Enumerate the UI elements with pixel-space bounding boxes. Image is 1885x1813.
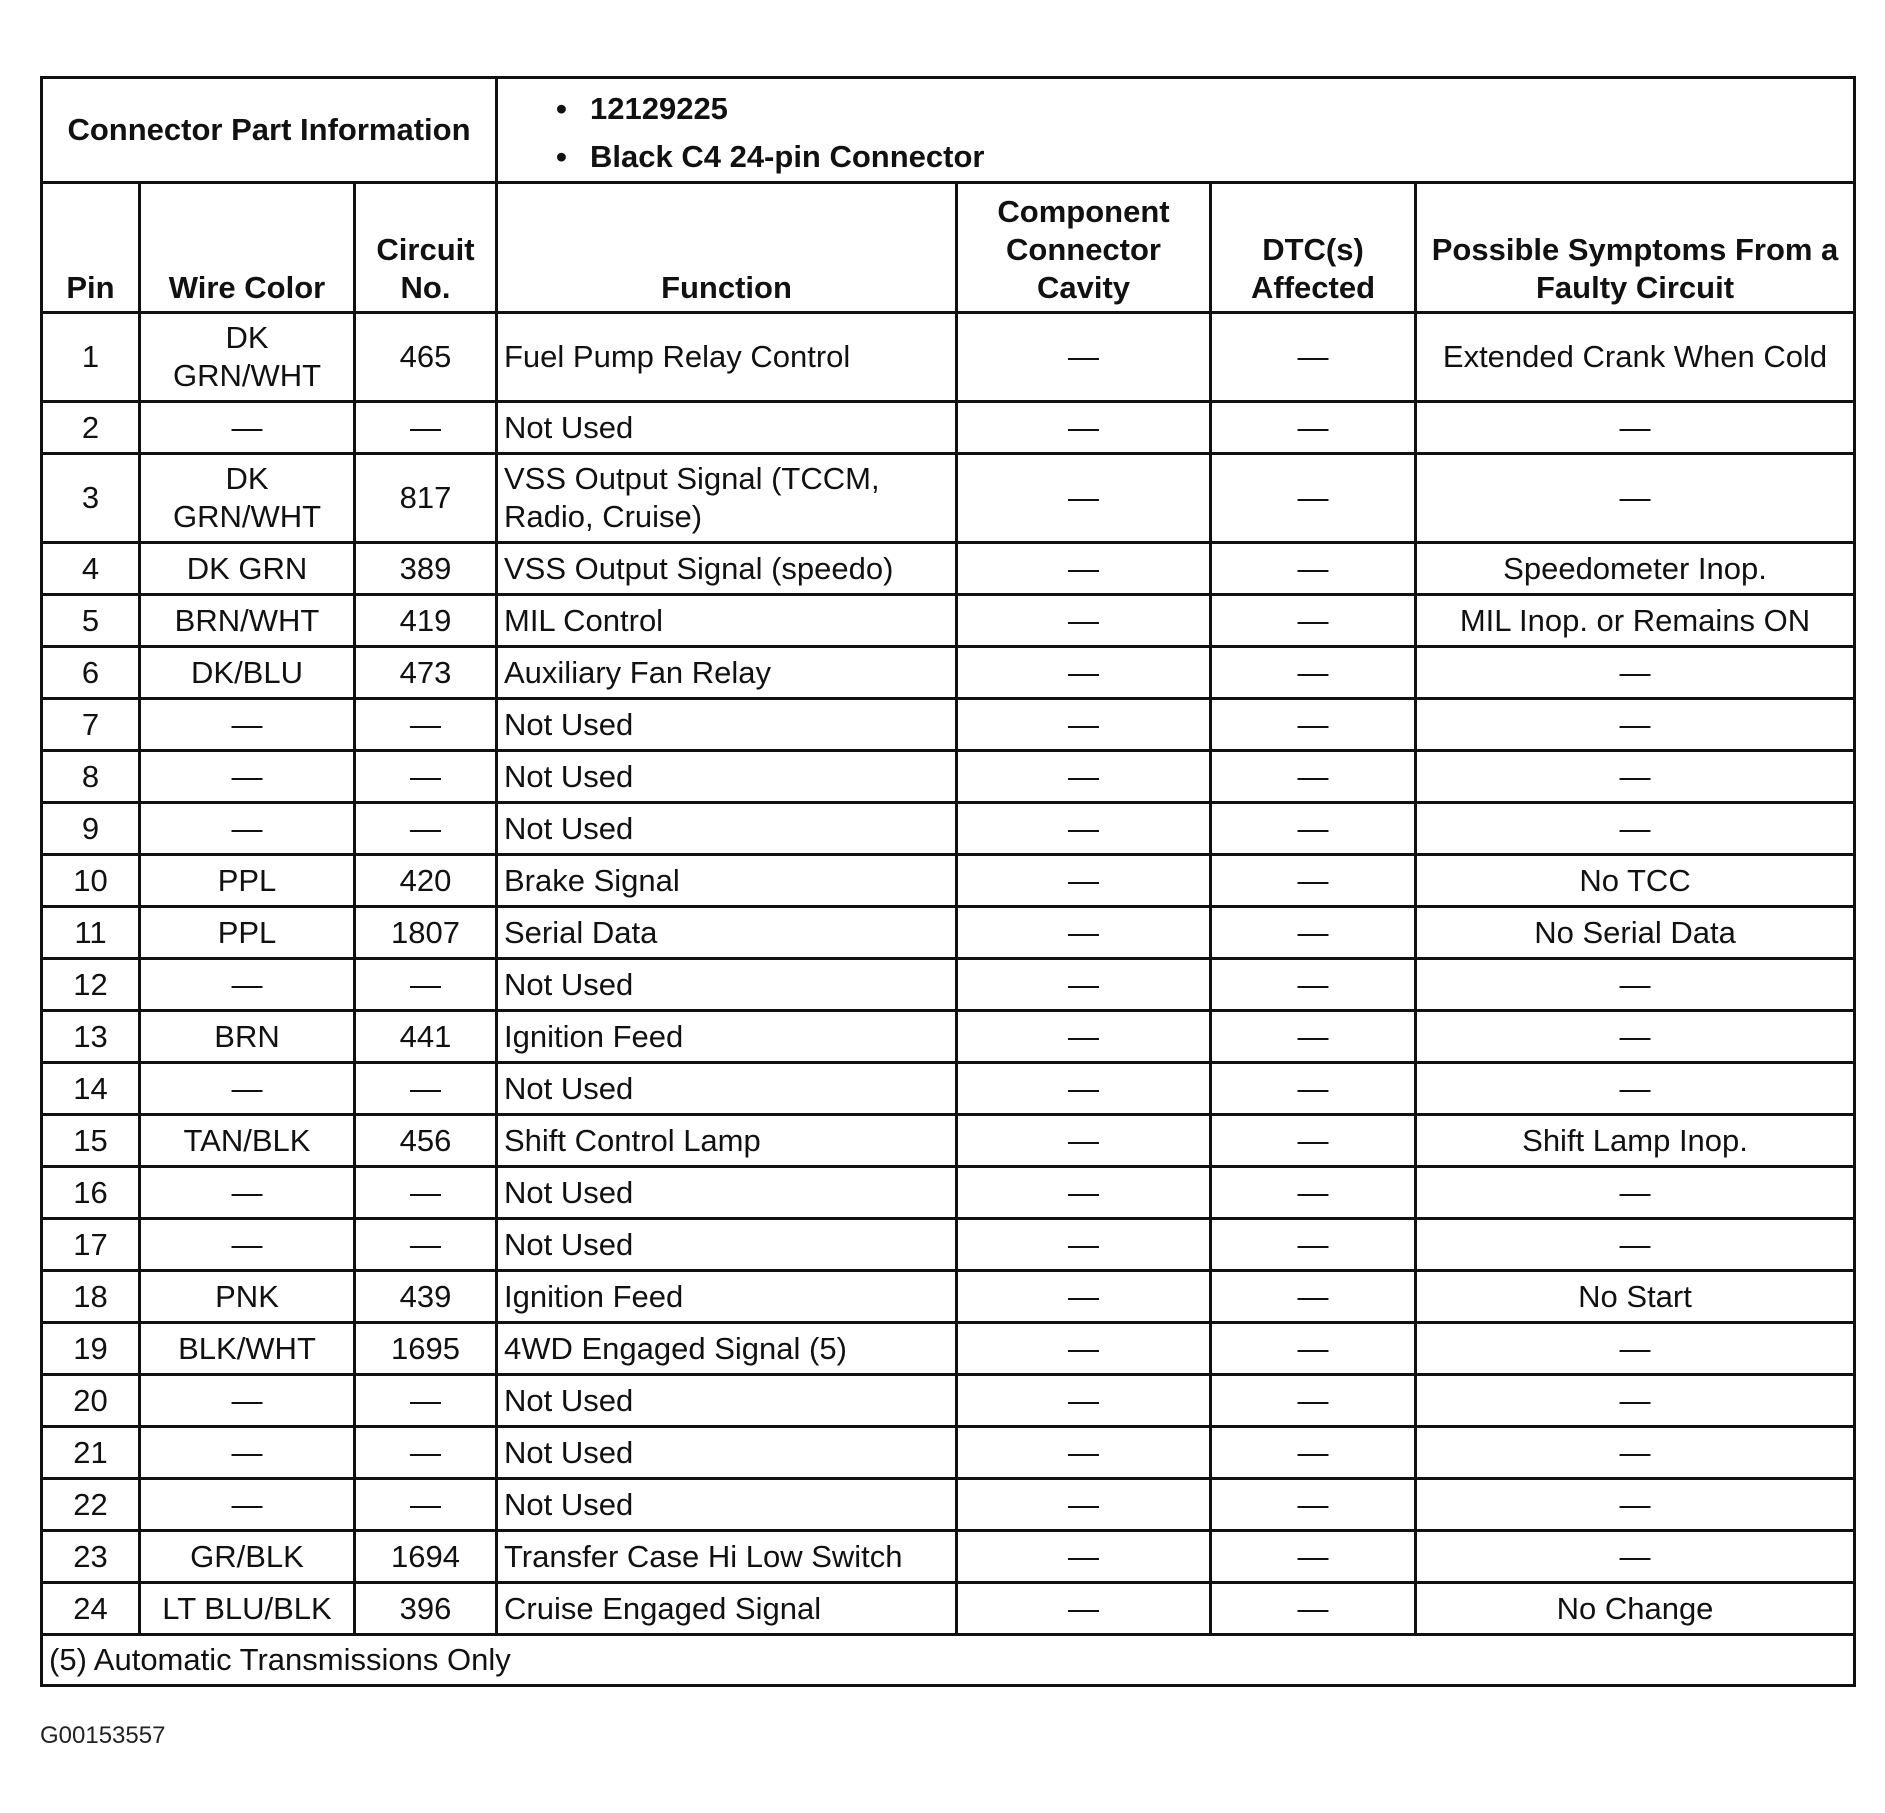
cell-function: Not Used [497, 751, 957, 803]
cell-function: Brake Signal [497, 855, 957, 907]
cell-wire-color: — [140, 1479, 355, 1531]
cell-dtc: — [1211, 454, 1416, 543]
figure-reference: G00153557 [40, 1722, 166, 1749]
cell-circuit: 1694 [355, 1531, 497, 1583]
cell-symptom: Shift Lamp Inop. [1416, 1115, 1855, 1167]
connector-table-sheet [40, 76, 1853, 1687]
cell-function: Not Used [497, 1167, 957, 1219]
cell-pin: 8 [42, 751, 140, 803]
cell-dtc: — [1211, 595, 1416, 647]
cell-function: Not Used [497, 1427, 957, 1479]
header-row [42, 183, 1855, 313]
cell-wire-color: — [140, 1219, 355, 1271]
cell-function: Not Used [497, 803, 957, 855]
cell-function: Not Used [497, 699, 957, 751]
cell-function: Shift Control Lamp [497, 1115, 957, 1167]
cell-pin: 10 [42, 855, 140, 907]
cell-pin: 13 [42, 1011, 140, 1063]
cell-dtc: — [1211, 313, 1416, 402]
cell-function: Not Used [497, 959, 957, 1011]
table-row [42, 699, 1855, 751]
cell-symptom: — [1416, 1063, 1855, 1115]
cell-circuit: 456 [355, 1115, 497, 1167]
connector-info-list [497, 78, 1855, 183]
cell-circuit: — [355, 699, 497, 751]
cell-pin: 20 [42, 1375, 140, 1427]
cell-wire-color: — [140, 1375, 355, 1427]
cell-dtc: — [1211, 855, 1416, 907]
cell-cavity: — [957, 595, 1211, 647]
header-cavity: Component Connector Cavity [957, 183, 1211, 313]
cell-pin: 9 [42, 803, 140, 855]
cell-dtc: — [1211, 1115, 1416, 1167]
cell-dtc: — [1211, 1479, 1416, 1531]
cell-circuit: 817 [355, 454, 497, 543]
connector-info-label: Connector Part Information [42, 78, 497, 183]
cell-pin: 7 [42, 699, 140, 751]
cell-circuit: — [355, 751, 497, 803]
cell-function: 4WD Engaged Signal (5) [497, 1323, 957, 1375]
table-row [42, 454, 1855, 543]
cell-cavity: — [957, 1063, 1211, 1115]
cell-symptom: — [1416, 1375, 1855, 1427]
table-row [42, 1115, 1855, 1167]
cell-pin: 24 [42, 1583, 140, 1635]
cell-function: Not Used [497, 1375, 957, 1427]
cell-function: Cruise Engaged Signal [497, 1583, 957, 1635]
cell-cavity: — [957, 313, 1211, 402]
cell-circuit: 441 [355, 1011, 497, 1063]
cell-wire-color: — [140, 1167, 355, 1219]
cell-pin: 11 [42, 907, 140, 959]
table-row [42, 803, 1855, 855]
cell-circuit: — [355, 1063, 497, 1115]
table-row [42, 959, 1855, 1011]
cell-symptom: — [1416, 1323, 1855, 1375]
cell-pin: 15 [42, 1115, 140, 1167]
cell-cavity: — [957, 1219, 1211, 1271]
connector-info-item: • Black C4 24-pin Connector [556, 139, 985, 174]
cell-circuit: — [355, 959, 497, 1011]
cell-wire-color: — [140, 402, 355, 454]
cell-pin: 3 [42, 454, 140, 543]
cell-symptom: No Change [1416, 1583, 1855, 1635]
cell-circuit: 419 [355, 595, 497, 647]
cell-wire-color: — [140, 751, 355, 803]
cell-cavity: — [957, 751, 1211, 803]
cell-symptom: — [1416, 1479, 1855, 1531]
connector-info-row [42, 78, 1855, 183]
cell-cavity: — [957, 454, 1211, 543]
table-row [42, 907, 1855, 959]
cell-function: Not Used [497, 1063, 957, 1115]
cell-symptom: — [1416, 751, 1855, 803]
cell-dtc: — [1211, 1167, 1416, 1219]
cell-dtc: — [1211, 1323, 1416, 1375]
cell-function: Not Used [497, 402, 957, 454]
cell-circuit: — [355, 1167, 497, 1219]
cell-cavity: — [957, 647, 1211, 699]
footnote: (5) Automatic Transmissions Only [42, 1635, 1855, 1686]
cell-cavity: — [957, 959, 1211, 1011]
cell-pin: 2 [42, 402, 140, 454]
cell-dtc: — [1211, 402, 1416, 454]
table-row [42, 1011, 1855, 1063]
connector-pinout-table [40, 76, 1856, 1687]
cell-wire-color: PNK [140, 1271, 355, 1323]
cell-dtc: — [1211, 543, 1416, 595]
table-row [42, 1479, 1855, 1531]
cell-wire-color: — [140, 1063, 355, 1115]
cell-symptom: — [1416, 1427, 1855, 1479]
cell-pin: 22 [42, 1479, 140, 1531]
header-symptoms: Possible Symptoms From a Faulty Circuit [1416, 183, 1855, 313]
cell-symptom: — [1416, 803, 1855, 855]
cell-cavity: — [957, 1323, 1211, 1375]
cell-dtc: — [1211, 959, 1416, 1011]
cell-cavity: — [957, 1479, 1211, 1531]
cell-dtc: — [1211, 1271, 1416, 1323]
header-circuit: Circuit No. [355, 183, 497, 313]
cell-function: Auxiliary Fan Relay [497, 647, 957, 699]
cell-symptom: — [1416, 959, 1855, 1011]
table-row [42, 1427, 1855, 1479]
footnote-row [42, 1635, 1855, 1686]
cell-cavity: — [957, 699, 1211, 751]
cell-function: MIL Control [497, 595, 957, 647]
cell-function: VSS Output Signal (TCCM, Radio, Cruise) [497, 454, 957, 543]
connector-info-item: • 12129225 [556, 91, 728, 126]
cell-pin: 1 [42, 313, 140, 402]
table-row [42, 1583, 1855, 1635]
cell-cavity: — [957, 1531, 1211, 1583]
cell-circuit: — [355, 1479, 497, 1531]
cell-cavity: — [957, 1115, 1211, 1167]
cell-pin: 21 [42, 1427, 140, 1479]
table-row [42, 855, 1855, 907]
cell-function: Not Used [497, 1479, 957, 1531]
table-row [42, 313, 1855, 402]
table-row [42, 647, 1855, 699]
cell-symptom: MIL Inop. or Remains ON [1416, 595, 1855, 647]
cell-wire-color: PPL [140, 907, 355, 959]
cell-pin: 23 [42, 1531, 140, 1583]
cell-dtc: — [1211, 1375, 1416, 1427]
cell-symptom: — [1416, 1011, 1855, 1063]
cell-pin: 6 [42, 647, 140, 699]
cell-symptom: No Start [1416, 1271, 1855, 1323]
cell-dtc: — [1211, 1531, 1416, 1583]
cell-dtc: — [1211, 1219, 1416, 1271]
cell-function: Not Used [497, 1219, 957, 1271]
cell-function: Ignition Feed [497, 1271, 957, 1323]
cell-wire-color: BRN/WHT [140, 595, 355, 647]
cell-function: Serial Data [497, 907, 957, 959]
cell-wire-color: BLK/WHT [140, 1323, 355, 1375]
cell-circuit: 465 [355, 313, 497, 402]
cell-wire-color: GR/BLK [140, 1531, 355, 1583]
header-wire-color: Wire Color [140, 183, 355, 313]
cell-circuit: — [355, 1427, 497, 1479]
table-row [42, 402, 1855, 454]
header-function: Function [497, 183, 957, 313]
cell-cavity: — [957, 1375, 1211, 1427]
cell-circuit: 420 [355, 855, 497, 907]
cell-circuit: 1807 [355, 907, 497, 959]
cell-symptom: — [1416, 699, 1855, 751]
cell-symptom: — [1416, 1219, 1855, 1271]
table-row [42, 751, 1855, 803]
table-row [42, 1271, 1855, 1323]
cell-symptom: No Serial Data [1416, 907, 1855, 959]
cell-cavity: — [957, 855, 1211, 907]
cell-wire-color: — [140, 699, 355, 751]
cell-circuit: 473 [355, 647, 497, 699]
cell-cavity: — [957, 1427, 1211, 1479]
header-pin: Pin [42, 183, 140, 313]
cell-wire-color: TAN/BLK [140, 1115, 355, 1167]
table-row [42, 1323, 1855, 1375]
cell-circuit: — [355, 402, 497, 454]
cell-symptom: Speedometer Inop. [1416, 543, 1855, 595]
cell-dtc: — [1211, 1011, 1416, 1063]
cell-wire-color: — [140, 803, 355, 855]
cell-pin: 19 [42, 1323, 140, 1375]
cell-symptom: — [1416, 647, 1855, 699]
cell-circuit: — [355, 1375, 497, 1427]
cell-cavity: — [957, 907, 1211, 959]
cell-dtc: — [1211, 1063, 1416, 1115]
cell-cavity: — [957, 803, 1211, 855]
cell-wire-color: DK GRN [140, 543, 355, 595]
cell-symptom: — [1416, 402, 1855, 454]
cell-symptom: — [1416, 1167, 1855, 1219]
cell-pin: 5 [42, 595, 140, 647]
cell-dtc: — [1211, 907, 1416, 959]
table-row [42, 543, 1855, 595]
cell-wire-color: — [140, 959, 355, 1011]
cell-circuit: 389 [355, 543, 497, 595]
cell-cavity: — [957, 1583, 1211, 1635]
cell-wire-color: BRN [140, 1011, 355, 1063]
cell-symptom: — [1416, 454, 1855, 543]
cell-function: Fuel Pump Relay Control [497, 313, 957, 402]
cell-pin: 17 [42, 1219, 140, 1271]
cell-cavity: — [957, 1011, 1211, 1063]
cell-dtc: — [1211, 699, 1416, 751]
table-row [42, 1167, 1855, 1219]
table-row [42, 1063, 1855, 1115]
cell-cavity: — [957, 543, 1211, 595]
cell-wire-color: PPL [140, 855, 355, 907]
header-dtc: DTC(s) Affected [1211, 183, 1416, 313]
cell-dtc: — [1211, 647, 1416, 699]
cell-dtc: — [1211, 1427, 1416, 1479]
cell-wire-color: DK GRN/WHT [140, 454, 355, 543]
cell-cavity: — [957, 1167, 1211, 1219]
cell-circuit: — [355, 803, 497, 855]
table-row [42, 1219, 1855, 1271]
cell-symptom: No TCC [1416, 855, 1855, 907]
cell-pin: 12 [42, 959, 140, 1011]
cell-dtc: — [1211, 803, 1416, 855]
cell-wire-color: DK GRN/WHT [140, 313, 355, 402]
cell-pin: 18 [42, 1271, 140, 1323]
cell-function: Ignition Feed [497, 1011, 957, 1063]
cell-pin: 4 [42, 543, 140, 595]
table-row [42, 1531, 1855, 1583]
cell-symptom: — [1416, 1531, 1855, 1583]
cell-pin: 16 [42, 1167, 140, 1219]
cell-function: Transfer Case Hi Low Switch [497, 1531, 957, 1583]
cell-cavity: — [957, 1271, 1211, 1323]
cell-circuit: 439 [355, 1271, 497, 1323]
cell-function: VSS Output Signal (speedo) [497, 543, 957, 595]
cell-circuit: — [355, 1219, 497, 1271]
cell-dtc: — [1211, 1583, 1416, 1635]
cell-dtc: — [1211, 751, 1416, 803]
table-row [42, 1375, 1855, 1427]
cell-circuit: 1695 [355, 1323, 497, 1375]
cell-wire-color: LT BLU/BLK [140, 1583, 355, 1635]
cell-pin: 14 [42, 1063, 140, 1115]
cell-wire-color: DK/BLU [140, 647, 355, 699]
cell-symptom: Extended Crank When Cold [1416, 313, 1855, 402]
cell-wire-color: — [140, 1427, 355, 1479]
table-row [42, 595, 1855, 647]
cell-circuit: 396 [355, 1583, 497, 1635]
cell-cavity: — [957, 402, 1211, 454]
